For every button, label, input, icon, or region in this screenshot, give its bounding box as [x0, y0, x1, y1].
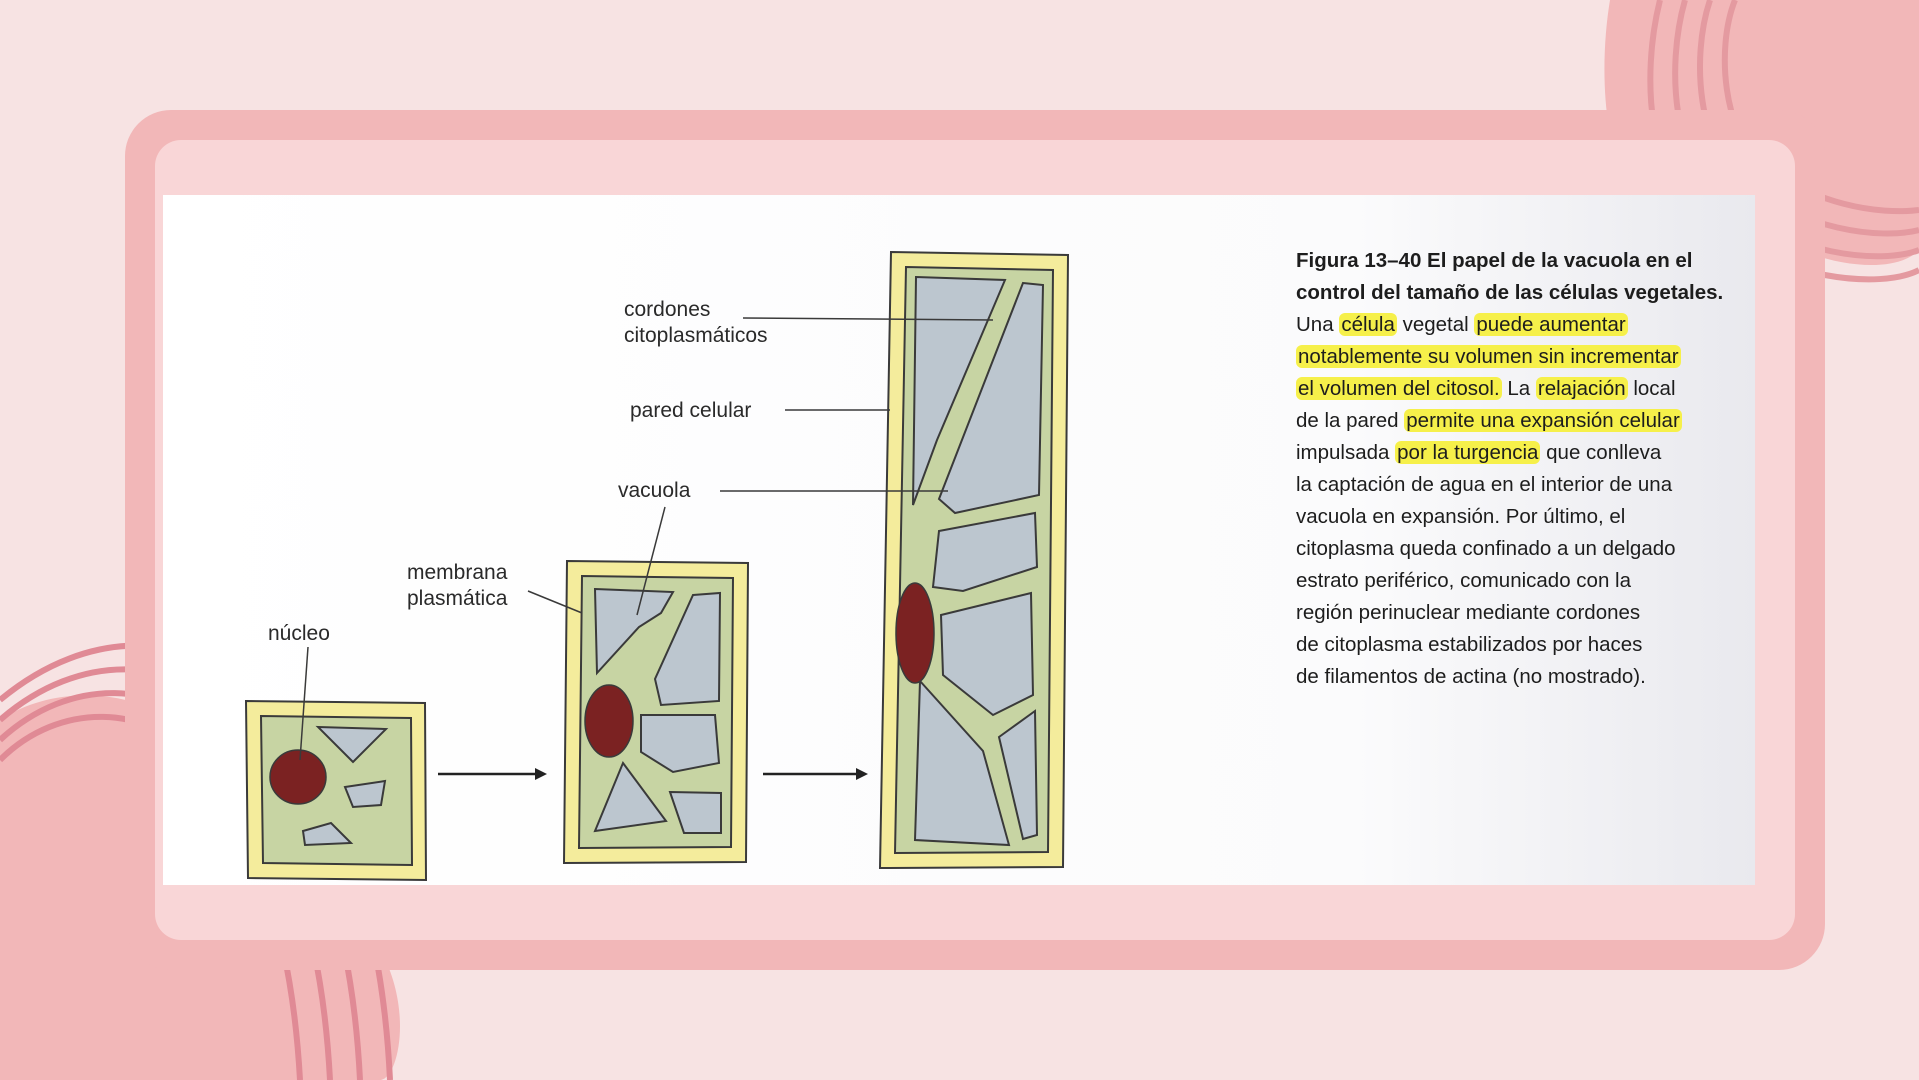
- caption-line-9: vacuola en expansión. Por último, el: [1296, 505, 1626, 528]
- caption-title-line-1: Figura 13–40 El papel de la vacuola en el: [1296, 249, 1693, 272]
- cell-expansion-diagram: [163, 195, 1263, 885]
- caption-line-3: [1296, 309, 1756, 341]
- caption-line-8: la captación de agua en el interior de una: [1296, 473, 1673, 496]
- label-nucleo: núcleo: [268, 622, 330, 645]
- caption-highlight: célula: [1341, 313, 1395, 336]
- arrow-1: [438, 768, 547, 780]
- caption-text: La: [1501, 377, 1536, 400]
- caption-line-10: citoplasma queda confinado a un delgado: [1296, 537, 1676, 560]
- caption-highlight: por la turgencia: [1397, 441, 1539, 464]
- small-cell: [246, 701, 426, 880]
- caption-highlight: puede aumentar: [1476, 313, 1626, 336]
- elongated-cell: [880, 252, 1068, 868]
- caption-text: vegetal: [1396, 313, 1475, 336]
- caption-text: local: [1627, 377, 1676, 400]
- caption-highlight: permite una expansión celular: [1406, 409, 1680, 432]
- caption-highlight: el volumen del citosol.: [1298, 377, 1500, 400]
- caption-line-14: de filamentos de actina (no mostrado).: [1296, 665, 1646, 688]
- caption-line-6: [1296, 405, 1756, 437]
- caption-text: impulsada: [1296, 441, 1396, 464]
- caption-text: de la pared: [1296, 409, 1405, 432]
- label-vacuola: vacuola: [618, 479, 691, 502]
- caption-line-12: región perinuclear mediante cordones: [1296, 601, 1641, 624]
- medium-cell-nucleus: [585, 685, 633, 757]
- caption-line-4: [1296, 341, 1756, 373]
- label-cordones-2: citoplasmáticos: [624, 324, 768, 347]
- medium-cell: [564, 561, 748, 863]
- caption-highlight: relajación: [1537, 377, 1626, 400]
- label-pared: pared celular: [630, 399, 752, 422]
- figure-card: [163, 195, 1755, 885]
- caption-line-13: de citoplasma estabilizados por haces: [1296, 633, 1643, 656]
- caption-title-line-2: control del tamaño de las células vegetales.: [1296, 281, 1724, 304]
- label-membrana-2: plasmática: [407, 587, 508, 610]
- caption-line-5: [1296, 373, 1756, 405]
- caption-line-11: estrato periférico, comunicado con la: [1296, 569, 1632, 592]
- caption-text: que conlleva: [1540, 441, 1662, 464]
- elongated-cell-nucleus: [896, 583, 934, 683]
- caption-highlight: notablemente su volumen sin incrementar: [1298, 345, 1679, 368]
- caption-text: Una: [1296, 313, 1340, 336]
- arrow-2: [763, 768, 868, 780]
- label-membrana-1: membrana: [407, 561, 508, 584]
- label-cordones-1: cordones: [624, 298, 711, 321]
- figure-caption: [1296, 245, 1756, 693]
- small-cell-nucleus: [270, 750, 326, 804]
- caption-line-7: [1296, 437, 1756, 469]
